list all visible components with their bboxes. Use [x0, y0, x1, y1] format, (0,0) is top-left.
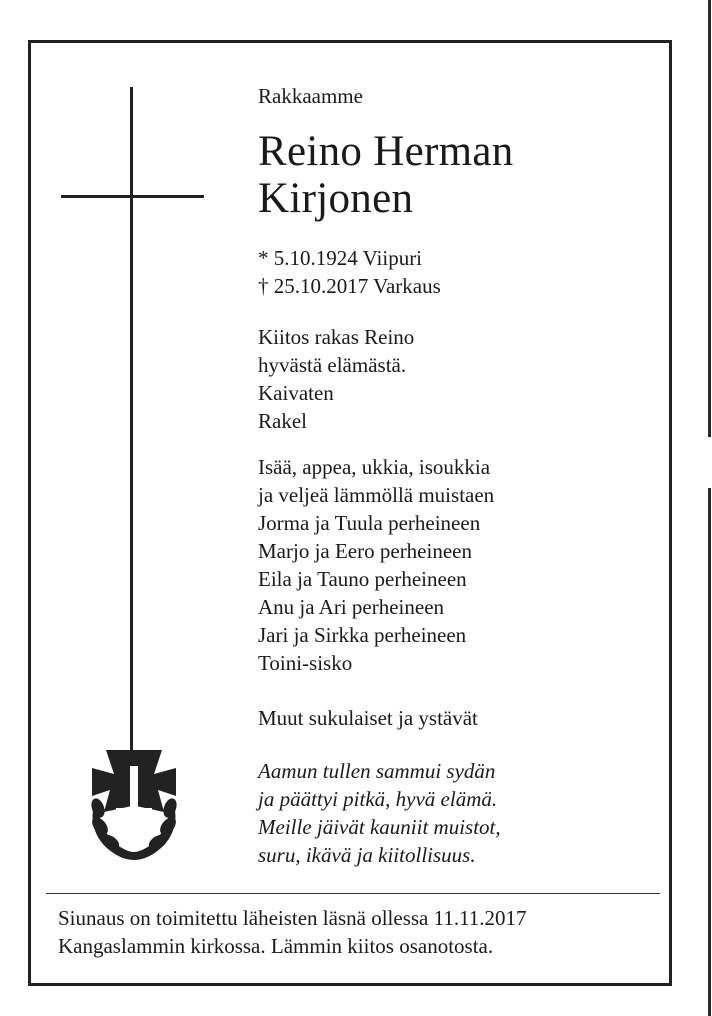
name-line: Reino Herman: [258, 128, 514, 175]
poem-line: ja päättyi pitkä, hyvä elämä.: [258, 787, 498, 811]
footer-divider: [46, 893, 660, 894]
family-line: Marjo ja Eero perheineen: [258, 539, 472, 563]
footer-line: Siunaus on toimitettu läheisten läsnä ollessa 11.11.2017: [58, 906, 527, 930]
family-line: Eila ja Tauno perheineen: [258, 567, 467, 591]
message-line: Kaivaten: [258, 381, 334, 405]
poem-line: Aamun tullen sammui sydän: [258, 759, 496, 783]
veterans-emblem-icon: [78, 746, 190, 864]
family-list: [258, 453, 494, 677]
memorial-poem: [258, 757, 501, 869]
family-line: Isää, appea, ukkia, isoukkia: [258, 455, 491, 479]
cross-horizontal-bar: [61, 195, 204, 198]
relatives-and-friends: Muut sukulaiset ja ystävät: [258, 706, 478, 730]
death-date: † 25.10.2017 Varkaus: [258, 274, 441, 298]
funeral-notice: [58, 904, 527, 960]
poem-line: Meille jäivät kauniit muistot,: [258, 815, 501, 839]
deceased-name: [258, 128, 514, 222]
family-line: Anu ja Ari perheineen: [258, 595, 445, 619]
message-line: Kiitos rakas Reino: [258, 325, 415, 349]
footer-line: Kangaslammin kirkossa. Lämmin kiitos osanotosta.: [58, 934, 494, 958]
family-line: Jorma ja Tuula perheineen: [258, 511, 481, 535]
family-line: ja veljeä lämmöllä muistaen: [258, 483, 495, 507]
cross-vertical-bar: [130, 87, 133, 754]
page-edge-line-top: [708, 0, 711, 437]
birth-date: * 5.10.1924 Viipuri: [258, 246, 423, 270]
message-line: hyvästä elämästä.: [258, 353, 407, 377]
spouse-message: [258, 323, 414, 435]
family-line: Jari ja Sirkka perheineen: [258, 623, 467, 647]
intro-text: Rakkaamme: [258, 84, 363, 108]
message-line: Rakel: [258, 409, 307, 433]
poem-line: suru, ikävä ja kiitollisuus.: [258, 843, 476, 867]
name-line: Kirjonen: [258, 175, 414, 222]
page-edge-line-bottom: [708, 488, 711, 1016]
family-line: Toini-sisko: [258, 651, 353, 675]
life-dates: [258, 244, 441, 300]
